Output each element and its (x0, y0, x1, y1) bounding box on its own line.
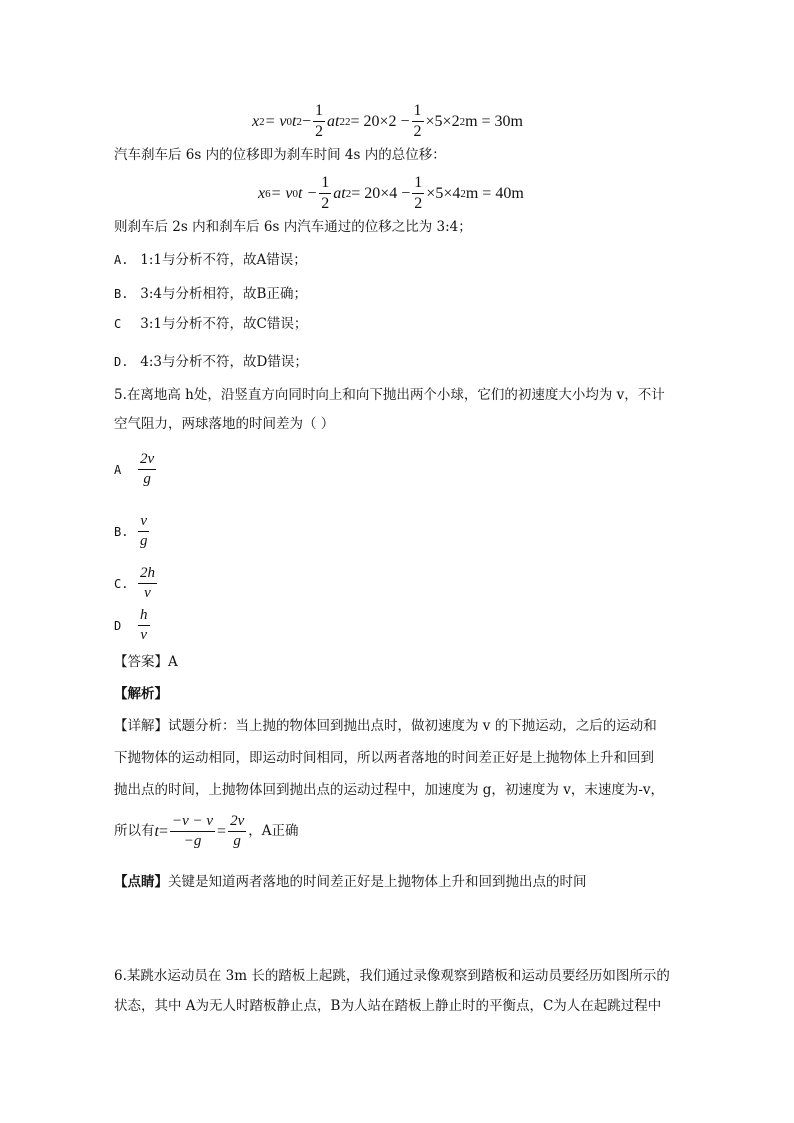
frac-den: v (144, 585, 151, 601)
q5-analysis-heading: 【解析】 (114, 686, 168, 702)
frac-den: v (140, 627, 148, 643)
option-fraction (138, 452, 156, 487)
frac-den: g (143, 471, 151, 487)
formula-x6-half2 (412, 175, 424, 212)
q5-option-c (114, 566, 159, 601)
option-fraction (138, 566, 157, 601)
frac-den: g (233, 833, 241, 849)
formula-x2-at-sup: 2 (344, 115, 351, 128)
formula-x2-t: t (292, 112, 297, 130)
frac-num: 1 (412, 103, 424, 122)
text-line-6s: 汽车刹车后 6s 内的位移即为刹车时间 4s 内的总位移： (114, 147, 446, 163)
q5-detail-line3: 抛出点的时间，上抛物体回到抛出点的运动过程中，加速度为 g，初速度为 v，末速度为-v， (114, 782, 665, 798)
formula-x2-lhs: x (252, 112, 260, 130)
frac-den: 2 (414, 195, 423, 212)
option-label: C (114, 317, 122, 331)
detail-fraction-1 (170, 814, 215, 849)
formula-x2-t-sub: 2 (296, 115, 302, 128)
option-label: A. (114, 253, 129, 267)
formula-x6-half (319, 175, 331, 212)
detail-prefix: 所以有 (114, 822, 155, 839)
formula-x6-lhs-sub: 6 (265, 187, 271, 200)
frac-den: 2 (321, 195, 330, 212)
option-text: 3:1与分析不符，故C错误； (140, 316, 308, 332)
point-heading: 【点睛】 (114, 874, 168, 890)
frac-num: 1 (313, 103, 325, 122)
formula-x6-at-sup: 2 (345, 187, 352, 200)
q4-option-d (114, 352, 308, 372)
formula-x2-result: m = 30m (465, 112, 523, 130)
formula-x2-at: at (327, 112, 340, 130)
frac-num: 1 (412, 175, 424, 194)
formula-x6-at: at (333, 184, 346, 202)
option-text: 1:1与分析不符，故A错误； (140, 252, 307, 268)
option-label: D. (114, 355, 129, 369)
q6-stem-line1: 6.某跳水运动员在 3m 长的踏板上起跳，我们通过录像观察到踏板和运动员要经历如图所示的 (114, 968, 670, 984)
q4-option-c (114, 314, 307, 334)
detail-eq: = (158, 822, 168, 840)
formula-x6-lhs: x (258, 184, 266, 202)
frac-num: h (138, 608, 150, 626)
formula-x2 (252, 103, 523, 140)
option-label: A (114, 462, 122, 477)
q5-detail-line1: 【详解】试题分析：当上抛的物体回到抛出点时，做初速度为 v 的下抛运动，之后的运动和 (114, 718, 657, 734)
formula-x2-v-sub: 0 (286, 115, 293, 128)
q5-option-b (114, 514, 152, 549)
formula-x6-tail-sup: 2 (460, 187, 466, 200)
q5-option-d (114, 608, 152, 643)
detail-fraction-2 (228, 814, 246, 849)
frac-num: 2v (228, 814, 246, 832)
formula-x6 (258, 175, 524, 212)
frac-num: v (138, 514, 149, 532)
q5-stem-line1: 5.在离地高 h处，沿竖直方向同时向上和向下抛出两个小球，它们的初速度大小均为 v，不计 (114, 387, 665, 403)
q4-option-b (114, 284, 307, 304)
q5-point (114, 872, 587, 892)
formula-x6-v-sub: 0 (292, 187, 299, 200)
q5-answer: 【答案】A (114, 654, 178, 670)
formula-x2-at-sub: 2 (339, 115, 345, 128)
formula-x2-mid: = 20×2 − (350, 112, 410, 130)
option-label: C. (114, 576, 129, 591)
option-fraction (138, 514, 150, 549)
text-line-ratio: 则刹车后 2s 内和刹车后 6s 内汽车通过的位移之比为 3:4； (114, 219, 472, 235)
q5-option-a (114, 452, 158, 487)
frac-den: 2 (413, 123, 422, 140)
option-label: B. (114, 524, 129, 539)
frac-num: 2h (138, 566, 157, 584)
formula-x6-v: = v (270, 184, 293, 202)
formula-x6-result: m = 40m (465, 184, 524, 202)
q5-detail-line2: 下抛物体的运动相同，即运动时间相同，所以两者落地的时间差正好是上抛物体上升和回到 (114, 750, 654, 766)
option-text: 4:3与分析不符，故D错误； (140, 354, 308, 370)
frac-num: 1 (319, 175, 331, 194)
formula-x6-t: t − (298, 184, 318, 202)
formula-x6-mid: = 20×4 − (351, 184, 411, 202)
formula-x2-half2 (412, 103, 424, 140)
frac-num: −v − v (170, 814, 215, 832)
frac-den: g (140, 533, 148, 549)
option-label: D (114, 618, 122, 633)
q5-stem-line2: 空气阻力，两球落地的时间差为（ ） (114, 416, 335, 432)
point-text: 关键是知道两者落地的时间差正好是上抛物体上升和回到抛出点的时间 (168, 874, 587, 890)
frac-den: 2 (315, 123, 323, 140)
q4-option-a (114, 250, 307, 270)
detail-suffix: ，A正确 (248, 822, 299, 839)
option-fraction (138, 608, 150, 643)
formula-x2-half (313, 103, 325, 140)
detail-eq-2: = (217, 822, 227, 840)
formula-x2-tail-sup: 2 (459, 115, 466, 128)
frac-num: 2v (138, 452, 156, 470)
q5-detail-line4 (114, 814, 299, 849)
formula-x2-minus: − (301, 112, 311, 130)
frac-den: −g (183, 833, 202, 849)
option-text: 3:4与分析相符，故B正确； (140, 286, 307, 302)
detail-t: t (154, 822, 159, 840)
q6-stem-line2: 状态，其中 A为无人时踏板静止点，B为人站在踏板上静止时的平衡点，C为人在起跳过程中 (114, 998, 662, 1014)
option-label: B. (114, 287, 129, 301)
formula-x2-v: = v (264, 112, 287, 130)
formula-x2-tail: ×5×2 (425, 112, 460, 130)
formula-x2-lhs-sub: 2 (259, 115, 265, 128)
formula-x6-tail: ×5×4 (426, 184, 461, 202)
